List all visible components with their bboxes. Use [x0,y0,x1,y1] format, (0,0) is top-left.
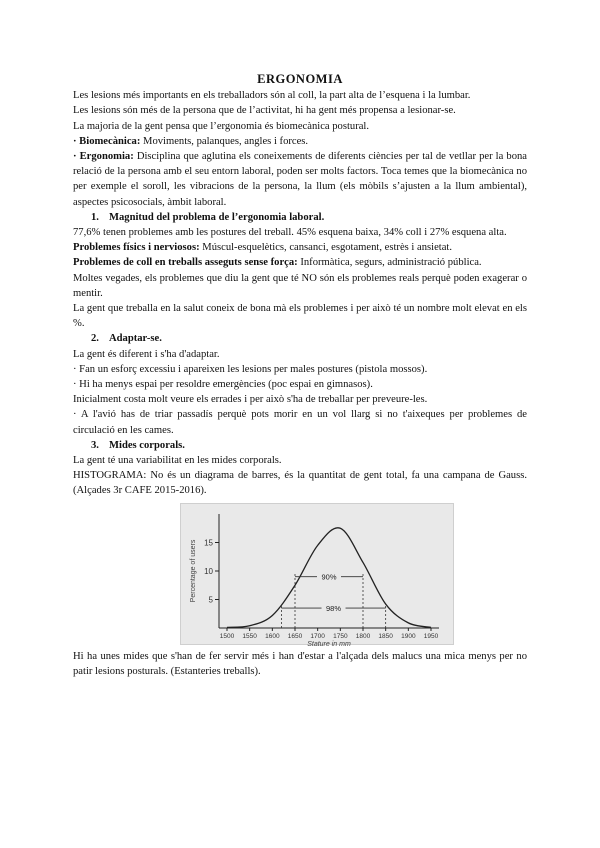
stature-distribution-chart [181,504,453,648]
x-tick-label: 1950 [423,632,439,640]
section-1-paragraph-1: Moltes vegades, els problemes que diu la gent que té NO són els problemes reals perquè poden exagerar o mentir. [73,272,527,299]
page-title: ERGONOMIA [257,72,343,86]
y-tick-label: 15 [204,538,213,548]
x-tick-label: 1900 [401,632,416,640]
section-2-line-2: · Fan un esforç excessiu i apareixen les lesions per males postures (pistola mossos). [73,363,428,375]
biomecanica-definition [73,134,527,149]
x-tick-label: 1750 [333,632,348,640]
section-1-paragraph-2: La gent que treballa en la salut coneix de bona mà els problemes i per això té un nombre molt elevat en els %. [73,303,527,330]
percentile-label: 98% [326,603,342,613]
y-tick-label: 5 [208,595,213,605]
problemes-coll: Problemes de coll en treballs asseguts sense força: Informàtica, segurs, administració pública. [73,257,482,269]
closing-paragraph: Hi ha unes mides que s'han de fer servir més i han d'estar a l'alçada dels malucs una mica menys per no patir lesions posturals. (Estanteries treballs). [73,650,527,677]
section-1-heading: 1. Magnitud del problema de l’ergonomia laboral. [91,211,325,223]
section-2-avio: · A l'avió has de triar passadís perquè pots morir en un vol llarg si no t'aixeques per problemes de circulació en les cames. [73,409,527,436]
section-1-stats: 77,6% tenen problemes amb les postures del treball. 45% esquena baixa, 34% coll i 27% esquena alta. [73,227,507,239]
x-tick-label: 1800 [355,632,371,640]
x-tick-label: 1600 [265,632,280,640]
y-tick-label: 10 [204,566,213,576]
y-axis-label: Percentage of users [190,539,197,603]
biomecanica-text: Moviments, palanques, angles i forces. [140,135,309,147]
ergonomia-definition [73,149,527,210]
section-3-line: La gent té una variabilitat en les mides corporals. [73,455,282,467]
x-tick-label: 1650 [287,632,303,640]
x-tick-label: 1550 [242,632,257,640]
biomecanica-term: · Biomecànica: [73,135,141,147]
section-2-line-3: · Hi ha menys espai per resoldre emergències (poc espai en gimnasos). [73,379,373,391]
problemes-fisics: Problemes físics i nerviosos: Múscul-esquelètics, cansanci, esgotament, estrès i ansietat. [73,242,453,254]
x-tick-label: 1850 [378,632,393,640]
document-page [73,72,527,679]
intro-line-2: Les lesions són més de la persona que de l’activitat, hi ha gent més propensa a lesionar-se. [73,105,456,117]
section-2-line-1: La gent és diferent i s'ha d'adaptar. [73,348,220,360]
percentile-label: 90% [321,572,337,582]
x-tick-label: 1500 [219,632,235,640]
histograma-paragraph: HISTOGRAMA: No és un diagrama de barres, és la quantitat de gent total, fa una campana de Gauss. (Alçades 3r CAFE 2015-2016). [73,470,527,497]
intro-line-3: La majoria de la gent pensa que l’ergonomia és biomecànica postural. [73,120,370,132]
ergonomia-term: · Ergonomia: [73,151,134,163]
stature-distribution-figure [180,503,454,648]
x-tick-label: 1700 [310,632,325,640]
intro-line-1: Les lesions més importants en els treballadors són al coll, la part alta de l’esquena i la lumbar. [73,90,471,102]
section-2-line-4: Inicialment costa molt veure els errades i per això s'ha de treballar per preveure-les. [73,394,428,406]
section-2-heading: 2. Adaptar-se. [91,333,162,345]
ergonomia-text: Disciplina que aglutina els coneixements de diferents ciències per tal de vetllar per la bona relació de la persona amb el seu entorn laboral, poden ser molts factors. Toca temes que la biomecànica no per exemple el soroll, les vibracions de la persona, la llum (els mòbils s’ajusten a la llum ambiental), aspectes psicosocials, àmbit laboral. [73,151,527,208]
section-3-heading: 3. Mides corporals. [91,439,185,451]
x-axis-label: Stature in mm [307,640,351,648]
